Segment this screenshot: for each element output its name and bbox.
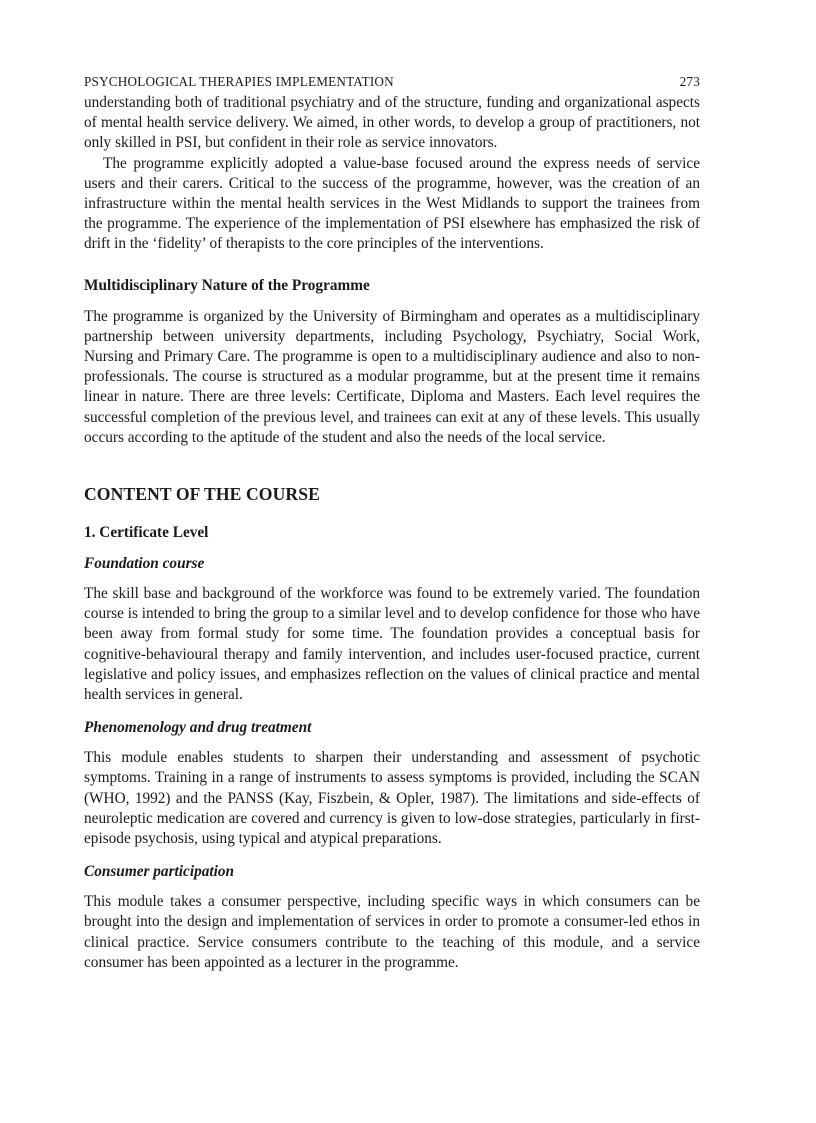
intro-paragraph-continued: understanding both of traditional psychiatry and of the structure, funding and organizational aspects of mental health service delivery. We aimed, in other words, to develop a group of practitioners, not only skilled in PSI, but confident in their role as service innovators. bbox=[84, 94, 700, 152]
module-text-foundation: The skill base and background of the workforce was found to be extremely varied. The foundation course is intended to bring the group to a similar level and to develop confidence for those who have been away from formal study for some time. The foundation provides a conceptual basis for cognitive-behavioural therapy and family intervention, and includes user-focused practice, current legislative and policy issues, and emphasizes reflection on the values of clinical practice and mental health services in general. bbox=[84, 585, 700, 704]
module-heading-consumer: Consumer participation bbox=[84, 863, 235, 881]
book-page bbox=[84, 72, 700, 973]
page-number: 273 bbox=[679, 74, 700, 89]
intro-paragraph: The programme explicitly adopted a value-base focused around the express needs of service users and their carers. Critical to the success of the programme, however, was the creation of an infrastructure within the mental health services in the West Midlands to support the trainees from the programme. The experience of the implementation of PSI elsewhere has emphasized the risk of drift in the ‘fidelity’ of therapists to the core principles of the interventions. bbox=[84, 154, 700, 253]
module-heading-phenomenology: Phenomenology and drug treatment bbox=[84, 719, 312, 737]
module-text-phenomenology: This module enables students to sharpen their understanding and assessment of psychotic symptoms. Training in a range of instruments to assess symptoms is provided, including the SCAN (WHO, 1992) and the PANSS (Kay, Fiszbein, & Opler, 1987). The limitations and side-effects of neuroleptic medication are covered and currency is given to low-dose strategies, particularly in first-episode psychosis, using typical and atypical preparations. bbox=[84, 749, 700, 848]
content-of-course-heading: CONTENT OF THE COURSE bbox=[84, 484, 320, 505]
multidisciplinary-paragraph: The programme is organized by the University of Birmingham and operates as a multidisciplinary partnership between university departments, including Psychology, Psychiatry, Social Work, Nursing and Primary Care. The programme is open to a multidisciplinary audience and also to non-professionals. The course is structured as a modular programme, but at the present time it remains linear in nature. There are three levels: Certificate, Diploma and Masters. Each level requires the successful completion of the previous level, and trainees can exit at any of these levels. This usually occurs according to the aptitude of the student and also the needs of the local service. bbox=[84, 307, 700, 446]
module-text-consumer: This module takes a consumer perspective, including specific ways in which consumers can be brought into the design and implementation of services in order to promote a consumer-led ethos in clinical practice. Service consumers contribute to the teaching of this module, and a service consumer has been appointed as a lecturer in the programme. bbox=[84, 893, 700, 971]
multidisciplinary-heading: Multidisciplinary Nature of the Programme bbox=[84, 276, 370, 294]
running-head-title: PSYCHOLOGICAL THERAPIES IMPLEMENTATION bbox=[84, 74, 394, 89]
module-heading-foundation: Foundation course bbox=[84, 555, 205, 573]
running-head bbox=[84, 72, 700, 92]
certificate-level-heading: 1. Certificate Level bbox=[84, 524, 209, 542]
